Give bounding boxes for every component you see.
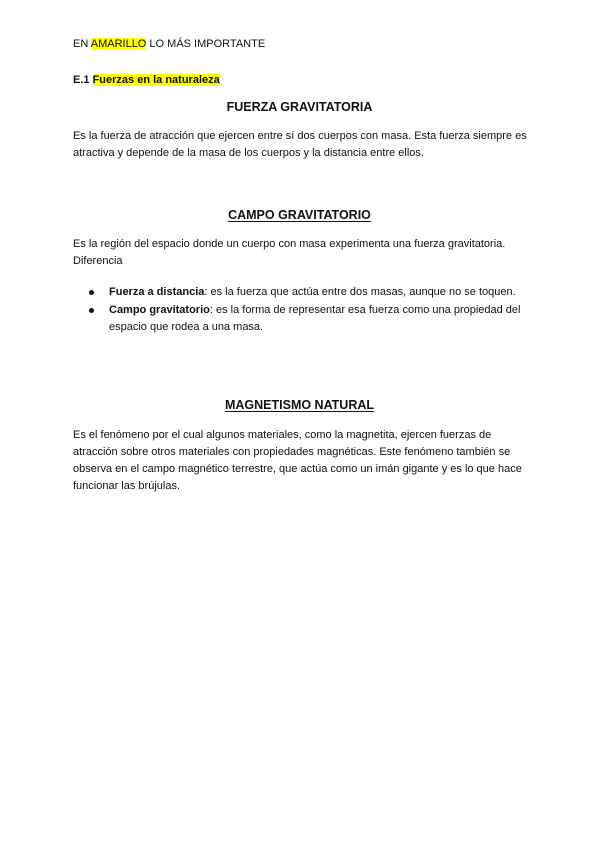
bullet-text: : es la forma de representar esa fuerza como una propiedad del espacio que rodea a una masa.	[109, 304, 521, 333]
bullet-list	[73, 284, 533, 337]
paragraph-fuerza-gravitatoria: Es la fuerza de atracción que ejercen entre sí dos cuerpos con masa. Esta fuerza siempre es atractiva y depende de la masa de los cuerpos y la distancia entre ellos.	[73, 130, 527, 159]
bullet-term: Fuerza a distancia	[109, 286, 205, 298]
bullet-icon	[89, 308, 94, 313]
section-title: Fuerzas en la naturaleza	[92, 74, 220, 86]
heading-campo-gravitatorio: CAMPO GRAVITATORIO	[228, 208, 371, 222]
heading-magnetismo-natural: MAGNETISMO NATURAL	[224, 398, 375, 412]
heading-fuerza-gravitatoria: FUERZA GRAVITATORIA	[226, 100, 373, 114]
section-heading	[73, 73, 220, 87]
bullet-icon	[89, 290, 94, 295]
intro-highlight: AMARILLO	[90, 38, 147, 50]
paragraph-campo-gravitatorio: Es la región del espacio donde un cuerpo con masa experimenta una fuerza gravitatoria. Diferencia	[73, 238, 506, 267]
intro-note	[73, 37, 265, 51]
list-item	[73, 284, 533, 301]
intro-after: LO MÁS IMPORTANTE	[146, 38, 266, 50]
bullet-text: : es la fuerza que actúa entre dos masas, aunque no se toquen.	[204, 286, 516, 298]
bullet-term: Campo gravitatorio	[109, 304, 210, 316]
list-item	[73, 302, 533, 336]
paragraph-magnetismo-natural: Es el fenómeno por el cual algunos materiales, como la magnetita, ejercen fuerzas de atracción sobre otros materiales con propiedades magnéticas. Este fenómeno también se observa en el campo magnético terrestre, que actúa como un imán gigante y es lo que hace funcionar las brújulas.	[73, 429, 522, 492]
intro-before: EN	[73, 38, 91, 50]
section-number: E.1	[73, 74, 93, 86]
